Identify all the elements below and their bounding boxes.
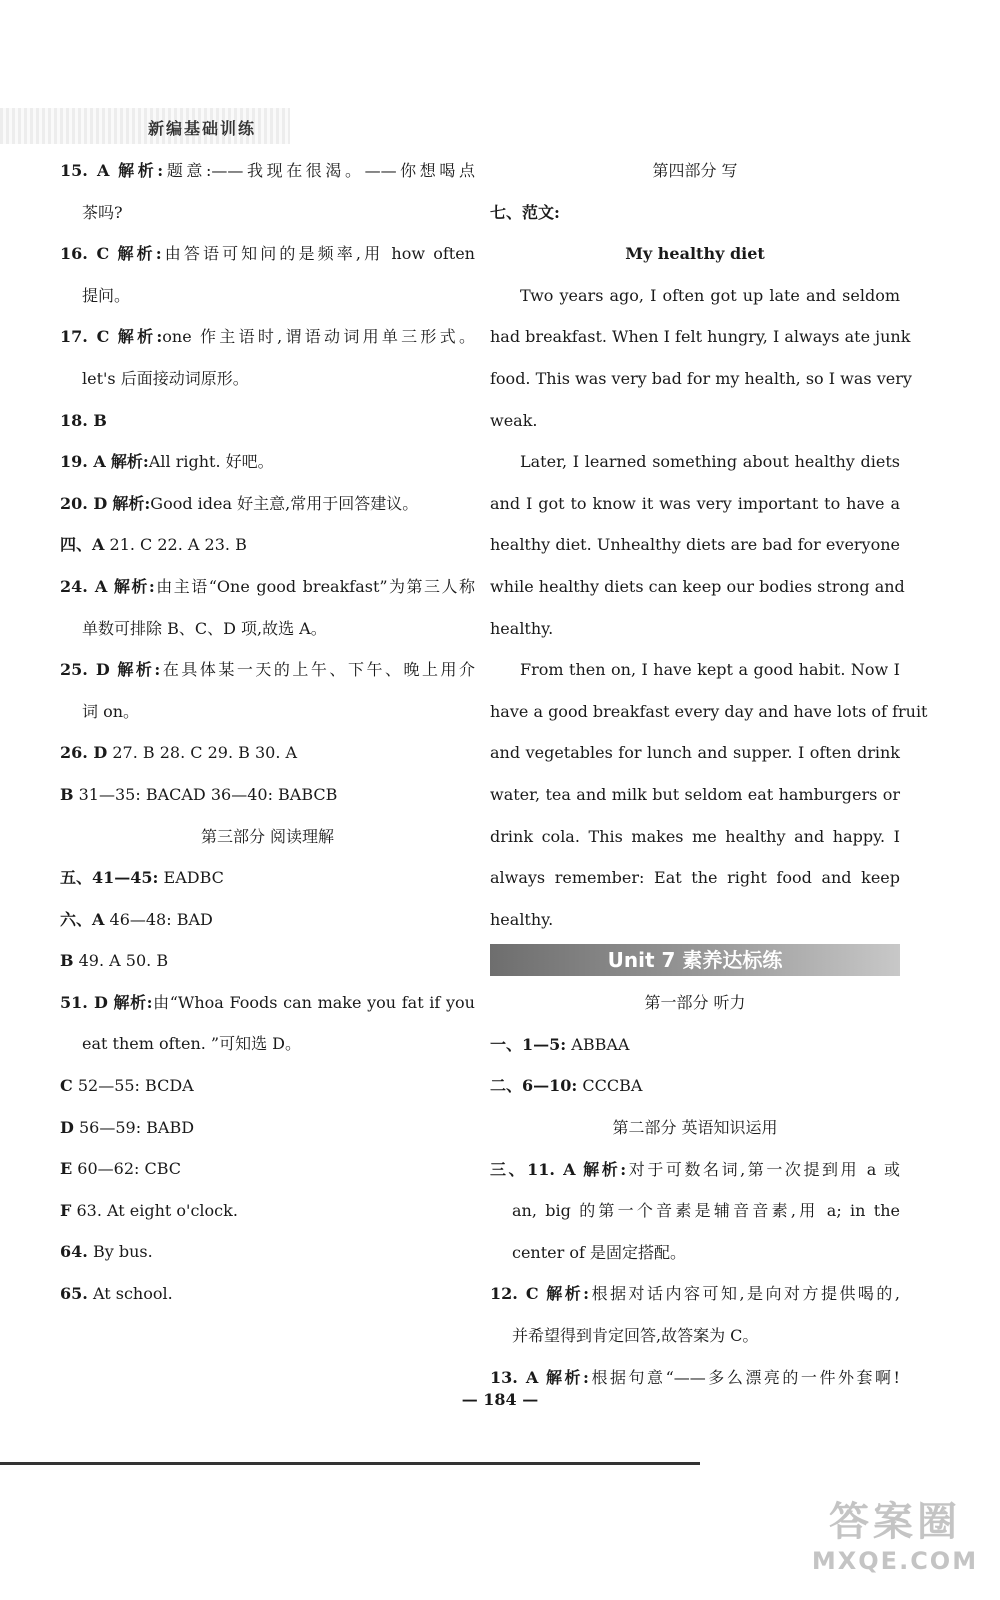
answer-number: 17. C xyxy=(60,327,110,347)
answer-continuation xyxy=(490,1232,900,1274)
answer-text: 并希望得到肯定回答,故答案为 C。 xyxy=(512,1326,759,1346)
answer-number: 64. xyxy=(60,1242,88,1262)
answer-number: 一、1—5: xyxy=(490,1034,567,1054)
answer-line xyxy=(60,1273,475,1315)
answer-continuation xyxy=(60,691,475,733)
answer-number: 16. C xyxy=(60,244,110,264)
listening-answers xyxy=(490,1024,900,1107)
answer-text: 根据句意“——多么漂亮的一件外套啊! xyxy=(588,1367,900,1387)
answer-number: 51. D xyxy=(60,992,108,1012)
unit-banner: Unit 7 素养达标练 xyxy=(490,944,900,976)
knowledge-answers xyxy=(490,1149,900,1399)
answer-number: 65. xyxy=(60,1284,88,1304)
answer-text: Good idea 好主意,常用于回答建议。 xyxy=(150,493,419,513)
answer-text: 27. B 28. C 29. B 30. A xyxy=(112,743,298,763)
answer-line xyxy=(60,649,475,691)
essay-line: have a good breakfast every day and have lots of fruit xyxy=(490,701,928,721)
answer-line xyxy=(60,1231,475,1273)
answer-text: 第三部分 阅读理解 xyxy=(200,826,335,846)
answer-number: 13. A xyxy=(490,1367,539,1387)
answer-number: 15. A xyxy=(60,161,110,180)
answer-continuation xyxy=(60,192,475,234)
answer-number: 25. D xyxy=(60,660,110,680)
answer-line xyxy=(60,150,475,192)
essay-line: drink cola. This makes me healthy and happy. I xyxy=(490,826,900,846)
watermark-text: 答案圈 xyxy=(829,1499,961,1545)
answer-number: 26. D xyxy=(60,743,108,763)
essay-title: My healthy diet xyxy=(625,244,765,264)
essay-line: healthy. xyxy=(490,618,554,638)
answer-line xyxy=(60,1148,475,1190)
essay-line: had breakfast. When I felt hungry, I always ate junk xyxy=(490,327,911,347)
answer-continuation xyxy=(490,1315,900,1357)
essay-line: Two years ago, I often got up late and seldom xyxy=(520,285,900,305)
answer-line xyxy=(60,400,475,442)
analysis-label: 解析: xyxy=(546,1284,590,1304)
answer-continuation xyxy=(60,1023,475,1065)
answer-text: 对于可数名词,第一次提到用 a 或 xyxy=(626,1159,900,1179)
page-number: — 184 — xyxy=(461,1390,539,1409)
answer-line xyxy=(60,524,475,566)
answer-number: C xyxy=(60,1076,73,1096)
answer-line xyxy=(490,1273,900,1315)
essay-line: Later, I learned something about healthy diets xyxy=(520,452,900,472)
answer-text: 49. A 50. B xyxy=(78,951,169,971)
answer-text: By bus. xyxy=(92,1242,153,1262)
answer-line xyxy=(490,1024,900,1066)
answer-line xyxy=(60,982,475,1024)
right-column xyxy=(490,150,928,1398)
left-column xyxy=(60,150,475,1315)
answer-line xyxy=(60,732,475,774)
analysis-label: 解析: xyxy=(117,244,162,264)
essay-line: healthy. xyxy=(490,909,554,929)
answer-number: F xyxy=(60,1200,72,1220)
analysis-label: 解析: xyxy=(112,493,151,513)
answer-line xyxy=(60,483,475,525)
analysis-label: 解析: xyxy=(113,576,155,596)
answer-line xyxy=(490,1149,900,1191)
essay-line: From then on, I have kept a good habit. Now I xyxy=(520,660,900,680)
essay-line: and vegetables for lunch and supper. I often drink xyxy=(490,743,900,763)
answer-line xyxy=(60,233,475,275)
answer-text: 由主语“One good breakfast”为第三人称 xyxy=(154,576,475,596)
answer-number: 四、A xyxy=(60,535,105,555)
analysis-label: 解析: xyxy=(113,992,153,1012)
answer-continuation xyxy=(60,275,475,317)
answer-number: 24. A xyxy=(60,576,108,596)
answer-text: 题意:——我现在很渴。——你想喝点 xyxy=(163,161,475,180)
analysis-label: 解析: xyxy=(110,452,149,472)
answer-text: All right. 好吧。 xyxy=(148,452,274,472)
analysis-label: 解析: xyxy=(117,327,163,347)
answer-text: ABBAA xyxy=(571,1034,630,1054)
answer-text: 52—55: BCDA xyxy=(77,1076,194,1096)
answer-text: 60—62: CBC xyxy=(77,1159,182,1179)
answer-number: 三、11. A xyxy=(490,1159,576,1179)
answer-continuation xyxy=(60,358,475,400)
answer-text: let's 后面接动词原形。 xyxy=(82,368,249,388)
answer-number: 六、A xyxy=(60,909,105,929)
answer-number: 18. B xyxy=(60,410,107,430)
answer-text: 56—59: BABD xyxy=(78,1117,195,1137)
book-series-title: 新编基础训练 xyxy=(148,119,257,138)
answer-number: 19. A xyxy=(60,452,106,472)
essay-line: water, tea and milk but seldom eat hamburgers or xyxy=(490,784,900,804)
answer-number: 五、41—45: xyxy=(60,868,159,888)
footer-rule xyxy=(0,1462,700,1465)
answer-number: 二、6—10: xyxy=(490,1076,578,1096)
answer-text: 由答语可知问的是频率,用 how often xyxy=(161,244,475,264)
answer-text: 46—48: BAD xyxy=(109,909,213,929)
answer-line xyxy=(490,1065,900,1107)
answer-continuation xyxy=(490,1190,900,1232)
answer-line xyxy=(60,940,475,982)
answer-continuation xyxy=(60,608,475,650)
essay-line: healthy diet. Unhealthy diets are bad for everyone xyxy=(490,535,900,555)
answer-text: one 作主语时,谓语动词用单三形式。 xyxy=(162,327,475,347)
answer-text: 提问。 xyxy=(82,285,131,305)
answer-line xyxy=(60,566,475,608)
essay-line: and I got to know it was very important to have a xyxy=(490,493,900,513)
answer-text: At school. xyxy=(92,1284,173,1304)
answer-text: 茶吗? xyxy=(82,202,123,222)
essay-body xyxy=(490,275,928,941)
answer-line xyxy=(60,1190,475,1232)
answer-line xyxy=(60,1065,475,1107)
analysis-label: 解析: xyxy=(118,161,164,180)
answer-text: CCCBA xyxy=(582,1076,643,1096)
analysis-label: 解析: xyxy=(117,660,161,680)
answer-number: E xyxy=(60,1159,73,1179)
answer-text: 31—35: BACAD 36—40: BABCB xyxy=(78,784,338,804)
watermark-url: MXQE.COM xyxy=(811,1547,979,1575)
section-heading-listening: 第一部分 听力 xyxy=(644,993,746,1013)
answer-text: eat them often. ”可知选 D。 xyxy=(82,1034,302,1054)
answer-text: 在具体某一天的上午、下午、晚上用介 xyxy=(160,660,475,680)
answer-line xyxy=(60,899,475,941)
answer-text: 63. At eight o'clock. xyxy=(76,1200,238,1220)
answer-number: 20. D xyxy=(60,493,108,513)
answer-number: D xyxy=(60,1117,74,1137)
essay-line: while healthy diets can keep our bodies strong and xyxy=(490,576,905,596)
answer-text: 由“Whoa Foods can make you fat if you xyxy=(152,992,475,1012)
answer-number: 12. C xyxy=(490,1284,539,1304)
answer-number: B xyxy=(60,951,74,971)
answer-text: 21. C 22. A 23. B xyxy=(109,535,247,555)
answer-text: center of 是固定搭配。 xyxy=(512,1242,687,1262)
answer-text: 根据对话内容可知,是向对方提供喝的, xyxy=(589,1284,900,1304)
answer-number: B xyxy=(60,784,74,804)
answer-text: 单数可排除 B、C、D 项,故选 A。 xyxy=(82,618,327,638)
essay-label: 七、范文: xyxy=(490,202,560,222)
answer-line xyxy=(60,857,475,899)
answer-line xyxy=(60,774,475,816)
analysis-label: 解析: xyxy=(583,1159,627,1179)
answer-text: an, big 的第一个音素是辅音音素,用 a; in the xyxy=(512,1201,900,1221)
essay-line: always remember: Eat the right food and keep xyxy=(490,868,900,888)
answer-line xyxy=(60,441,475,483)
watermark-logo xyxy=(800,1490,990,1575)
essay-line: weak. xyxy=(490,410,538,430)
section-heading xyxy=(60,816,475,858)
section-heading-knowledge: 第二部分 英语知识运用 xyxy=(612,1118,778,1138)
essay-line: food. This was very bad for my health, so I was very xyxy=(490,368,912,388)
section-heading-writing: 第四部分 写 xyxy=(652,161,738,180)
analysis-label: 解析: xyxy=(545,1367,589,1387)
answer-text: EADBC xyxy=(163,868,224,888)
answer-line xyxy=(60,316,475,358)
answer-text: 词 on。 xyxy=(82,701,140,721)
answer-line xyxy=(60,1107,475,1149)
